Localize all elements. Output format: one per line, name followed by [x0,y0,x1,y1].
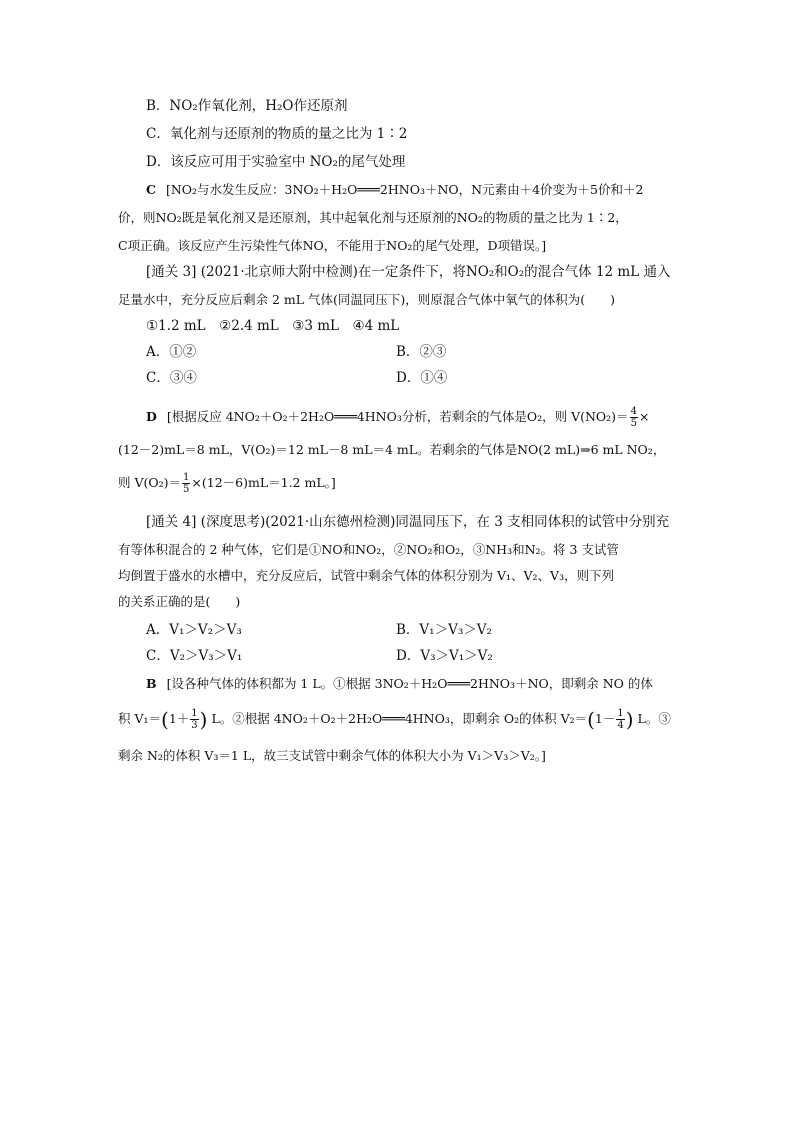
q4-stem-line3: 均倒置于盛水的水槽中，充分反应后，试管中剩余气体的体积分别为 V₁、V₂、V₃，则下列 [118,568,615,583]
q3-option-a: A．①② [146,344,197,360]
q4-expl-text2b: L。②根据 4NO₂＋O₂＋2H₂O═══4HNO₃，即剩余 O₂的体积 V₂＝ [207,711,588,726]
q3-answer: D [146,409,157,424]
q4-expl-text2a: 积 V₁＝ [118,711,162,726]
q4-fraction2-prefix: 1－ [594,711,616,726]
q3-fraction-1-5: $\frac{1}{5}$ [183,472,190,495]
q3-explanation-line2: (12－2)mL＝8 mL，V(O₂)＝12 mL－8 mL＝4 mL。若剩余的气体是NO(2 mL)⇒6 mL NO₂， [118,442,666,457]
q4-expl-text1: [设各种气体的体积都为 1 L。①根据 3NO₂＋H₂O═══2HNO₃＋NO，即剩余 NO 的体 [166,676,653,691]
q4-option-c: C．V₂＞V₃＞V₁ [146,648,243,664]
q4-stem-line2: 有等体积混合的 2 种气体，它们是①NO和NO₂，②NO₂和O₂，③NH₃和N₂。将 3 支试管 [118,542,619,557]
q3-explanation-line1 [146,404,649,430]
q4-options-row1 [146,620,646,640]
q3-stem-line1: [通关 3] (2021·北京师大附中检测)在一定条件下，将NO₂和O₂的混合气体 12 mL 通入 [146,264,671,280]
q4-explanation-line3: 剩余 N₂的体积 V₃＝1 L，故三支试管中剩余气体的体积大小为 V₁＞V₃＞V₂。] [118,748,546,763]
q4-option-a: A．V₁＞V₂＞V₃ [146,622,242,638]
q3-expl-text3b: ×(12－6)mL＝1.2 mL。] [191,475,336,490]
q2-option-b: B．NO₂作氧化剂，H₂O作还原剂 [146,98,348,114]
q2-option-c: C．氧化剂与还原剂的物质的量之比为 1∶2 [146,126,408,142]
q3-option-d: D．①④ [396,370,448,386]
q2-explanation-line1 [146,180,643,200]
q2-explanation-line2: 价，则NO₂既是氧化剂又是还原剂，其中起氧化剂与还原剂的NO₂的物质的量之比为 1∶2， [118,210,628,225]
q4-option-d: D．V₃＞V₁＞V₂ [396,648,493,664]
q3-expl-text1a: [根据反应 4NO₂＋O₂＋2H₂O═══4HNO₃分析，若剩余的气体是O₂，则 V(NO₂)＝ [166,409,629,424]
q3-expl-text1b: × [638,409,650,424]
q2-option-d: D．该反应可用于实验室中 NO₂的尾气处理 [146,154,406,170]
q4-explanation-line1 [146,674,653,694]
q3-option-c: C．③④ [146,370,197,386]
q4-fraction1-prefix: 1＋ [168,711,190,726]
q4-option-b: B．V₁＞V₃＞V₂ [396,622,492,638]
q3-choices: ①1.2 mL ②2.4 mL ③3 mL ④4 mL [146,318,400,334]
q3-explanation-line3 [118,470,336,496]
q2-explanation-line3: C项正确。该反应产生污染性气体NO，不能用于NO₂的尾气处理，D项错误。] [118,238,547,253]
q2-answer: C [146,182,156,197]
q4-fraction-1-3: $\frac{1}{3}$ [191,708,198,731]
q4-stem-line4: 的关系正确的是( ) [118,594,241,609]
q3-stem-line2: 足量水中，充分反应后剩余 2 mL 气体(同温同压下)，则原混合气体中氧气的体积为( ) [118,292,616,307]
q4-fraction-1-4: $\frac{1}{4}$ [617,708,624,731]
q4-expl-text2c: L。③ [633,711,671,726]
q3-options-row2 [146,368,646,388]
q4-stem-line1: [通关 4] (深度思考)(2021·山东德州检测)同温同压下，在 3 支相同体积的试管中分别充 [146,514,670,530]
q2-expl-text1: [NO₂与水发生反应：3NO₂＋H₂O═══2HNO₃＋NO，N元素由＋4价变为＋5价和＋2 [165,182,644,197]
q4-options-row2 [146,646,646,666]
q3-expl-text3a: 则 V(O₂)＝ [118,475,182,490]
q3-fraction-4-5: $\frac{4}{5}$ [630,406,637,429]
q4-answer: B [146,676,157,691]
q3-options-row1 [146,342,646,362]
q3-option-b: B．②③ [396,344,447,360]
q4-explanation-line2: 积 V₁＝(1＋ $\frac{1}{3}$ ) L。②根据 4NO₂＋O₂＋2H₂O═══4HNO₃，即剩余 O₂的体积 V₂＝(1－ $\frac{1}{4}$ ) L。③ [118,707,671,732]
